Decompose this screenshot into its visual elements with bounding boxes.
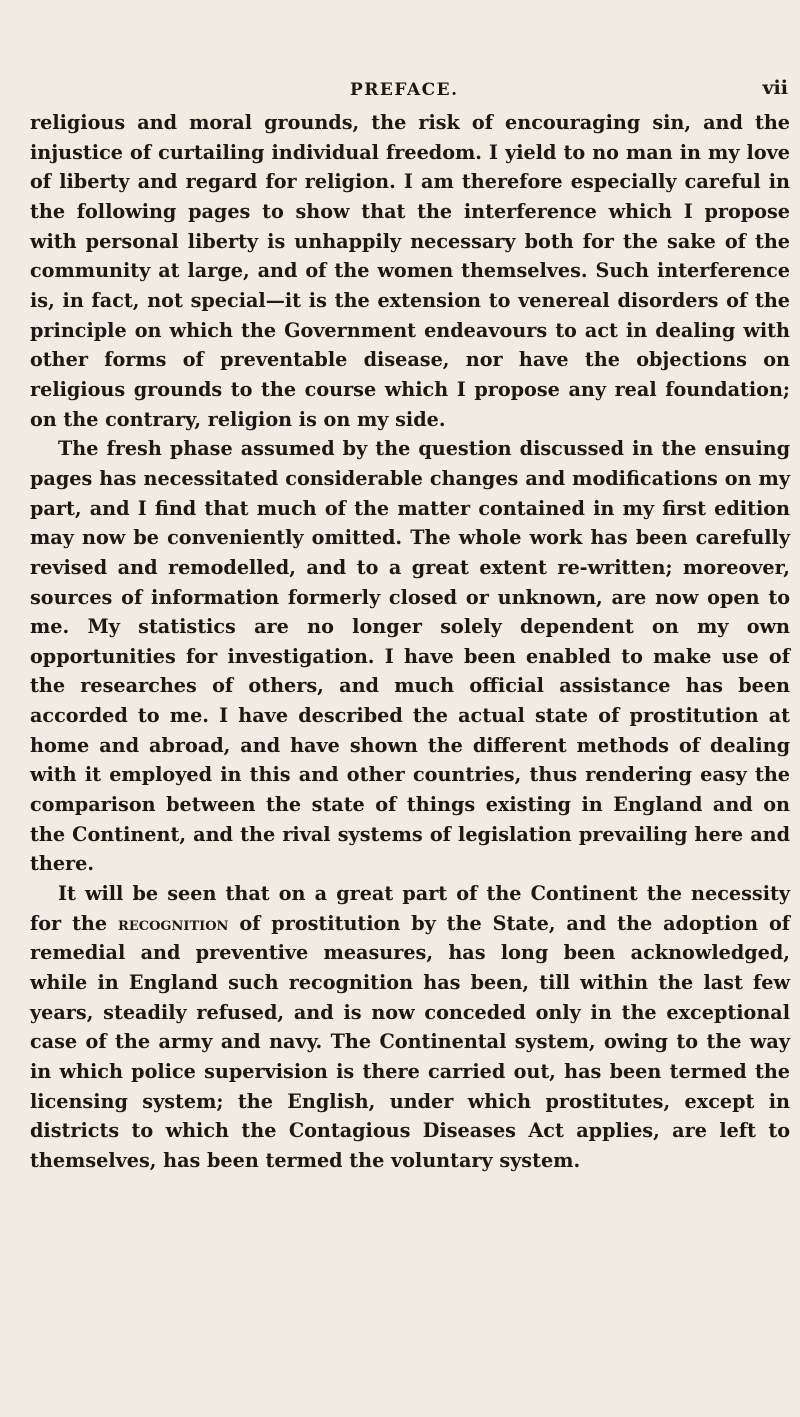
body-text: [30, 108, 790, 1176]
paragraph-3: [30, 879, 790, 1176]
running-head-title: PREFACE.: [350, 80, 459, 100]
running-head: [30, 77, 788, 102]
paragraph-3-end: of prostitution by the State, and the adoption of remedial and preventive measures, has long been acknowledged, while in England such recognition has been, till within the last few years, steadily refused, and is now conceded only in the exceptional case of the army and navy. The Continental system, owing to the way in which police supervision is there carried out, has been termed the licensing system; the English, under which prostitutes, except in districts to which the Contagious Diseases Act applies, are left to themselves, has been termed the voluntary system.: [30, 911, 790, 1172]
paragraph-1: religious and moral grounds, the risk of encouraging sin, and the injustice of curtailing individual freedom. I yield to no man in my love of liberty and regard for religion. I am therefore especially careful in the following pages to show that the interference which I propose with personal liberty is unhappily necessary both for the sake of the community at large, and of the women themselves. Such interference is, in fact, not special—it is the extension to venereal disorders of the principle on which the Government endeavours to act in dealing with other forms of preventable disease, nor have the objections on religious grounds to the course which I propose any real foundation; on the contrary, religion is on my side.: [30, 111, 790, 431]
paragraph-3-start: It will be seen that on a great part of the Continent the necessity for the: [30, 882, 790, 935]
emphasis-recognition: recognition: [118, 911, 229, 935]
paragraph-2: The fresh phase assumed by the question discussed in the ensuing pages has necessitated considerable changes and modifications on my part, and I find that much of the matter contained in my first edition may now be conveniently omitted. The whole work has been carefully revised and remodelled, and to a great extent re-written; moreover, sources of information formerly closed or unknown, are now open to me. My statistics are no longer solely dependent on my own opportunities for investigation. I have been enabled to make use of the researches of others, and much official assistance has been accorded to me. I have described the actual state of prostitution at home and abroad, and have shown the different methods of dealing with it employed in this and other countries, thus rendering easy the comparison between the state of things existing in England and on the Continent, and the rival systems of legislation prevailing here and there.: [30, 437, 790, 876]
page-number: vii: [762, 77, 788, 99]
